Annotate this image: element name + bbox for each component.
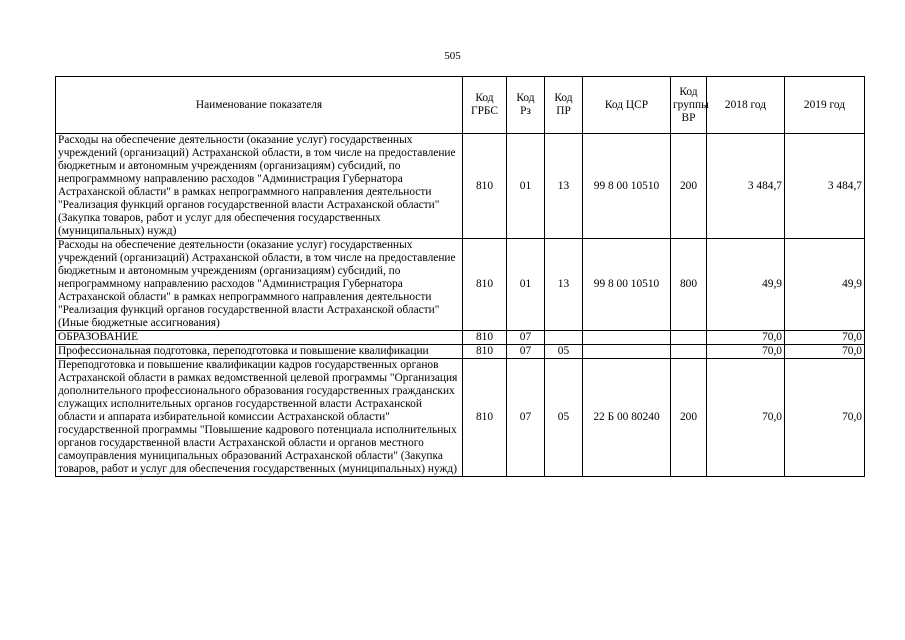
row-grbs: 810 bbox=[463, 239, 507, 331]
header-2018: 2018 год bbox=[707, 77, 785, 134]
row-grbs: 810 bbox=[463, 134, 507, 239]
row-2019: 70,0 bbox=[785, 359, 865, 477]
header-pr-line2: ПР bbox=[556, 105, 571, 117]
table-row bbox=[56, 239, 865, 331]
row-name: Расходы на обеспечение деятельности (оказание услуг) государственных учреждений (организаций) Астраханской области, в том числе на предоставление бюджетным и автономным учреждениям (организациям) субсидий, по непрограммному направлению расходов "Администрация Губернатора Астраханской области" в рамках непрограммного направления деятельности "Реализация функций органов государственной власти Астраханской области" (Иные бюджетные ассигнования) bbox=[56, 239, 463, 331]
table-row bbox=[56, 134, 865, 239]
row-name: Переподготовка и повышение квалификации кадров государственных органов Астраханской области в рамках ведомственной целевой программы "Организация дополнительного профессионального образования государственных гражданских служащих исполнительных органов государственной власти Астраханской области и аппарата избирательной комиссии Астраханской области" государственной программы "Повышение кадрового потенциала исполнительных органов государственной власти Астраханской области и органов местного самоуправления муниципальных образований Астраханской области" (Закупка товаров, работ и услуг для обеспечения государственных (муниципальных) нужд) bbox=[56, 359, 463, 477]
row-2019: 70,0 bbox=[785, 345, 865, 359]
row-csr: 99 8 00 10510 bbox=[583, 239, 671, 331]
row-name: Расходы на обеспечение деятельности (оказание услуг) государственных учреждений (организаций) Астраханской области, в том числе на предоставление бюджетным и автономным учреждениям (организациям) субсидий, по непрограммному направлению расходов "Администрация Губернатора Астраханской области" в рамках непрограммного направления деятельности "Реализация функций органов государственной власти Астраханской области" (Закупка товаров, работ и услуг для обеспечения государственных (муниципальных) нужд) bbox=[56, 134, 463, 239]
row-rz: 07 bbox=[507, 345, 545, 359]
row-pr: 13 bbox=[545, 239, 583, 331]
row-vr: 800 bbox=[671, 239, 707, 331]
header-grbs-line1: Код bbox=[475, 92, 494, 104]
header-pr bbox=[545, 77, 583, 134]
header-rz-line2: Рз bbox=[520, 105, 531, 117]
row-2018: 70,0 bbox=[707, 359, 785, 477]
row-grbs: 810 bbox=[463, 345, 507, 359]
row-2018: 3 484,7 bbox=[707, 134, 785, 239]
header-grbs-line2: ГРБС bbox=[471, 105, 498, 117]
row-grbs: 810 bbox=[463, 359, 507, 477]
row-rz: 01 bbox=[507, 134, 545, 239]
header-name: Наименование показателя bbox=[56, 77, 463, 134]
header-2019: 2019 год bbox=[785, 77, 865, 134]
page-number: 505 bbox=[444, 50, 461, 62]
row-rz: 07 bbox=[507, 359, 545, 477]
row-2019: 70,0 bbox=[785, 331, 865, 345]
header-row bbox=[56, 77, 865, 134]
row-csr: 99 8 00 10510 bbox=[583, 134, 671, 239]
row-2019: 49,9 bbox=[785, 239, 865, 331]
header-rz-line1: Код bbox=[516, 92, 535, 104]
row-csr bbox=[583, 345, 671, 359]
row-pr bbox=[545, 331, 583, 345]
row-csr: 22 Б 00 80240 bbox=[583, 359, 671, 477]
header-csr: Код ЦСР bbox=[583, 77, 671, 134]
row-rz: 07 bbox=[507, 331, 545, 345]
row-pr: 05 bbox=[545, 345, 583, 359]
budget-table bbox=[55, 76, 865, 477]
row-pr: 13 bbox=[545, 134, 583, 239]
header-vr-line2: группы bbox=[673, 98, 709, 111]
header-grbs bbox=[463, 77, 507, 134]
row-2018: 70,0 bbox=[707, 331, 785, 345]
table-row bbox=[56, 345, 865, 359]
row-2018: 49,9 bbox=[707, 239, 785, 331]
row-name: ОБРАЗОВАНИЕ bbox=[56, 331, 463, 345]
row-csr bbox=[583, 331, 671, 345]
header-rz bbox=[507, 77, 545, 134]
row-vr: 200 bbox=[671, 359, 707, 477]
row-vr: 200 bbox=[671, 134, 707, 239]
row-pr: 05 bbox=[545, 359, 583, 477]
header-pr-line1: Код bbox=[554, 92, 573, 104]
header-vr-line1: Код bbox=[679, 85, 698, 98]
header-vr-line3: ВР bbox=[681, 111, 696, 124]
header-vr bbox=[671, 77, 707, 134]
table-row bbox=[56, 331, 865, 345]
row-vr bbox=[671, 331, 707, 345]
row-2019: 3 484,7 bbox=[785, 134, 865, 239]
row-vr bbox=[671, 345, 707, 359]
row-grbs: 810 bbox=[463, 331, 507, 345]
row-2018: 70,0 bbox=[707, 345, 785, 359]
row-rz: 01 bbox=[507, 239, 545, 331]
table-row bbox=[56, 359, 865, 477]
row-name: Профессиональная подготовка, переподготовка и повышение квалификации bbox=[56, 345, 463, 359]
